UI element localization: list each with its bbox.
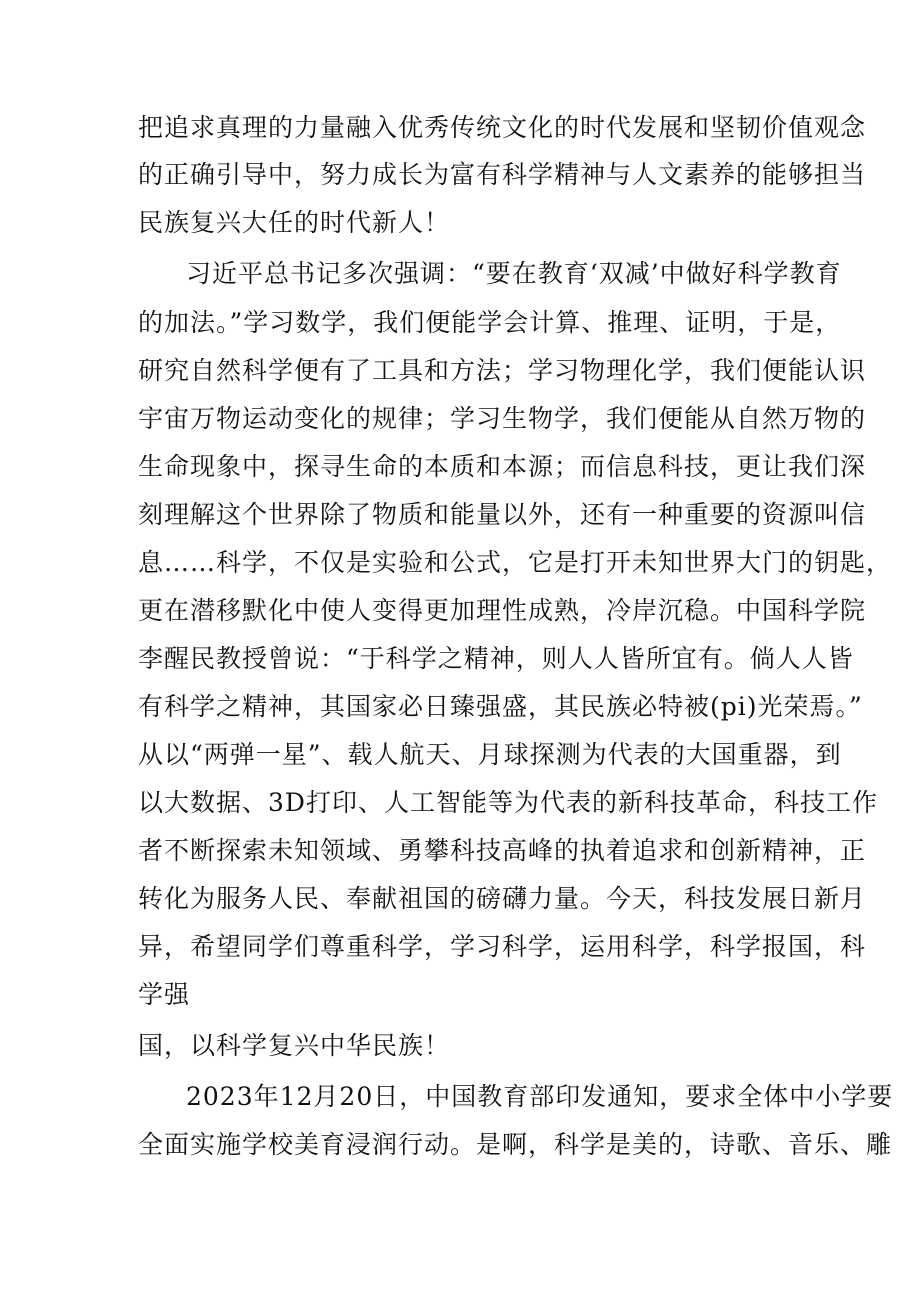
text-line: 学强 [138, 980, 191, 1009]
text-line: 的正确引导中，努力成长为富有科学精神与人文素养的能够担当 [138, 160, 867, 189]
text-line: 转化为服务人民、奉献祖国的磅礴力量。今天，科技发展日新月 [138, 884, 867, 913]
text-line: 刻理解这个世界除了物质和能量以外，还有一种重要的资源叫信 [138, 500, 867, 529]
text-line: 李醒民教授曾说：“于科学之精神，则人人皆所宜有。倘人人皆 [138, 644, 854, 673]
text-line: 更在潜移默化中使人变得更加理性成熟，冷岸沉稳。中国科学院 [138, 596, 867, 625]
text-line: 异，希望同学们尊重科学，学习科学，运用科学，科学报国，科 [138, 932, 867, 961]
text-line: 把追求真理的力量融入优秀传统文化的时代发展和坚韧价值观念 [138, 113, 867, 142]
paragraph-first-line: 习近平总书记多次强调：“要在教育‘双减’中做好科学教育 [186, 259, 842, 288]
text-line: 国，以科学复兴中华民族！ [138, 1031, 451, 1060]
text-line: 宇宙万物运动变化的规律；学习生物学，我们便能从自然万物的 [138, 404, 867, 433]
text-line: 研究自然科学便有了工具和方法；学习物理化学，我们便能认识 [138, 356, 867, 385]
text-line: 有科学之精神，其国家必日臻强盛，其民族必特被(pi)光荣焉。” [138, 692, 863, 721]
text-line: 民族复兴大任的时代新人！ [138, 208, 451, 237]
text-line: 生命现象中，探寻生命的本质和本源；而信息科技，更让我们深 [138, 452, 867, 481]
text-line: 以大数据、3D打印、人工智能等为代表的新科技革命，科技工作 [138, 788, 878, 817]
paragraph-first-line: 2023年12月20日，中国教育部印发通知，要求全体中小学要 [186, 1082, 894, 1111]
text-line: 的加法。”学习数学，我们便能学会计算、推理、证明，于是， [138, 308, 842, 337]
text-line: 息……科学，不仅是实验和公式，它是打开未知世界大门的钥匙， [138, 548, 893, 577]
text-line: 全面实施学校美育浸润行动。是啊，科学是美的，诗歌、音乐、雕 [138, 1130, 893, 1159]
text-line: 者不断探索未知领域、勇攀科技高峰的执着追求和创新精神，正 [138, 836, 867, 865]
text-line: 从以“两弹一星”、载人航天、月球探测为代表的大国重器，到 [138, 740, 842, 769]
